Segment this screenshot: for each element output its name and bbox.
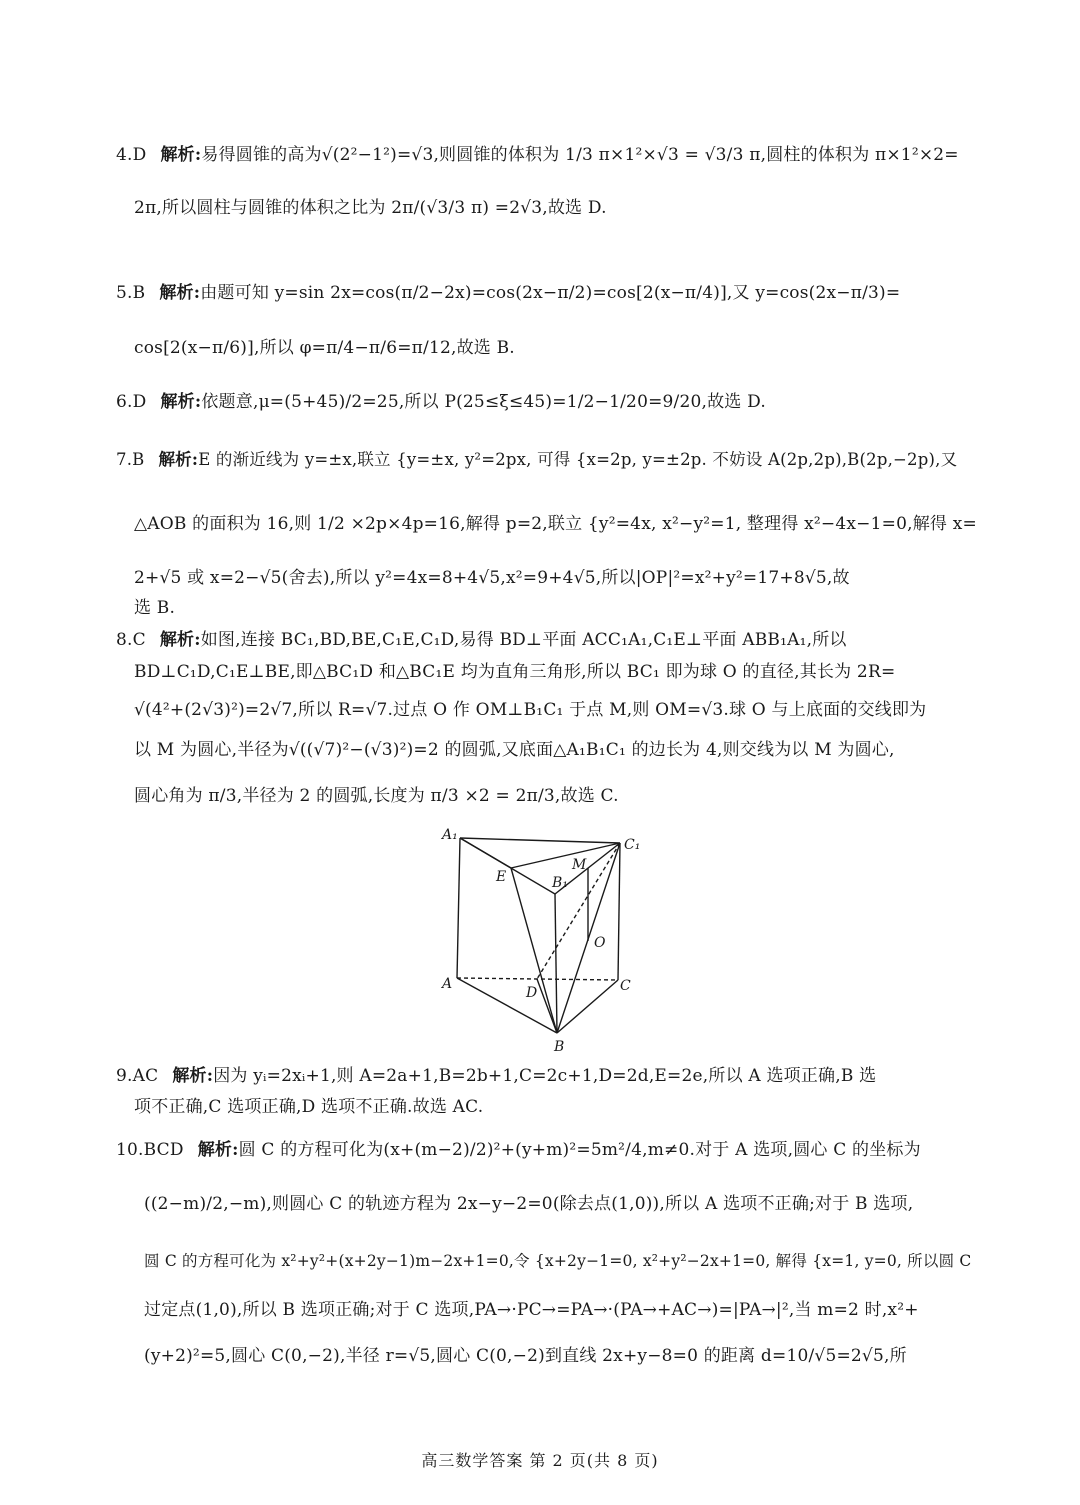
problem-8-line-3: √(4²+(2√3)²)=2√7,所以 R=√7.过点 O 作 OM⊥B₁C₁ 于点 M,则 OM=√3.球 O 与上底面的交线即为	[134, 700, 927, 720]
analysis-text: 圆 C 的方程可化为(x+(m−2)/2)²+(y+m)²=5m²/4,m≠0.对于 A 选项,圆心 C 的坐标为	[238, 1140, 921, 1160]
problem-10-line-5: (y+2)²=5,圆心 C(0,−2),半径 r=√5,圆心 C(0,−2)到直线 2x+y−8=0 的距离 d=10/√5=2√5,所	[144, 1346, 907, 1366]
problem-number: 7.	[116, 450, 133, 469]
problem-answer: D	[132, 392, 147, 412]
analysis-text: 易得圆锥的高为√(2²−1²)=√3,则圆锥的体积为 1/3 π×1²×√3 = √3/3 π,圆柱的体积为 π×1²×2=	[201, 145, 959, 165]
problem-6-line-1	[116, 392, 766, 412]
analysis-label: 解析:	[160, 145, 202, 165]
analysis-text: 如图,连接 BC₁,BD,BE,C₁E,C₁D,易得 BD⊥平面 ACC₁A₁,C₁E⊥平面 ABB₁A₁,所以	[200, 630, 847, 650]
analysis-label: 解析:	[159, 630, 201, 650]
problem-9-line-1	[116, 1066, 876, 1086]
problem-8-line-1	[116, 630, 847, 650]
problem-10-line-2: ((2−m)/2,−m),则圆心 C 的轨迹方程为 2x−y−2=0(除去点(1,0)),所以 A 选项不正确;对于 B 选项,	[144, 1194, 914, 1214]
analysis-label: 解析:	[172, 1066, 214, 1086]
problem-number: 6.	[116, 392, 133, 412]
page-footer: 高三数学答案 第 2 页(共 8 页)	[421, 1451, 659, 1470]
analysis-label: 解析:	[159, 283, 201, 303]
analysis-label: 解析:	[160, 392, 202, 412]
problem-answer: BCD	[143, 1140, 184, 1160]
analysis-text: 依题意,μ=(5+45)/2=25,所以 P(25≤ξ≤45)=1/2−1/20=9/20,故选 D.	[201, 392, 766, 412]
problem-10-line-3: 圆 C 的方程可化为 x²+y²+(x+2y−1)m−2x+1=0,令 {x+2y−1=0, x²+y²−2x+1=0, 解得 {x=1, y=0, 所以圆 C	[144, 1252, 972, 1270]
analysis-label: 解析:	[158, 450, 199, 469]
problem-number: 5.	[116, 283, 133, 303]
analysis-text: 因为 yᵢ=2xᵢ+1,则 A=2a+1,B=2b+1,C=2c+1,D=2d,E=2e,所以 A 选项正确,B 选	[213, 1066, 877, 1086]
analysis-text: E 的渐近线为 y=±x,联立 {y=±x, y²=2px, 可得 {x=2p, y=±2p. 不妨设 A(2p,2p),B(2p,−2p),又	[198, 450, 958, 469]
problem-answer: D	[132, 145, 147, 165]
prism-figure	[430, 825, 670, 1055]
problem-answer: B	[132, 283, 146, 303]
problem-number: 9.	[116, 1066, 133, 1086]
problem-7-line-3: 2+√5 或 x=2−√5(舍去),所以 y²=4x=8+4√5,x²=9+4√5,所以|OP|²=x²+y²=17+8√5,故	[134, 568, 850, 588]
label-C: C	[620, 978, 631, 994]
problem-answer: B	[132, 450, 145, 469]
problem-7-line-4: 选 B.	[134, 598, 176, 618]
label-O: O	[594, 935, 606, 951]
problem-9-line-2: 项不正确,C 选项正确,D 选项不正确.故选 AC.	[134, 1097, 484, 1117]
problem-7-line-2: △AOB 的面积为 16,则 1/2 ×2p×4p=16,解得 p=2,联立 {y²=4x, x²−y²=1, 整理得 x²−4x−1=0,解得 x=	[134, 514, 977, 534]
label-E: E	[496, 869, 507, 885]
problem-number: 8.	[116, 630, 133, 650]
problem-answer: AC	[132, 1066, 159, 1086]
label-M: M	[572, 857, 587, 873]
problem-8-line-4: 以 M 为圆心,半径为√((√7)²−(√3)²)=2 的圆弧,又底面△A₁B₁C₁ 的边长为 4,则交线为以 M 为圆心,	[134, 740, 895, 760]
analysis-label: 解析:	[197, 1140, 239, 1160]
problem-4-line-1	[116, 145, 959, 165]
label-A1: A₁	[442, 827, 458, 843]
label-B1: B₁	[552, 875, 568, 891]
problem-5-line-1	[116, 283, 900, 303]
label-B: B	[554, 1039, 565, 1055]
problem-10-line-4: 过定点(1,0),所以 B 选项正确;对于 C 选项,PA→·PC→=PA→·(PA→+AC→)=|PA→|²,当 m=2 时,x²+	[144, 1300, 919, 1320]
problem-4-line-2: 2π,所以圆柱与圆锥的体积之比为 2π/(√3/3 π) =2√3,故选 D.	[134, 198, 607, 218]
problem-8-line-5: 圆心角为 π/3,半径为 2 的圆弧,长度为 π/3 ×2 = 2π/3,故选 C.	[134, 786, 619, 806]
problem-8-line-2: BD⊥C₁D,C₁E⊥BE,即△BC₁D 和△BC₁E 均为直角三角形,所以 BC₁ 即为球 O 的直径,其长为 2R=	[134, 662, 896, 682]
problem-10-line-1	[116, 1140, 921, 1160]
label-C1: C₁	[624, 837, 641, 853]
label-D: D	[526, 985, 538, 1001]
analysis-text: 由题可知 y=sin 2x=cos(π/2−2x)=cos(2x−π/2)=cos[2(x−π/4)],又 y=cos(2x−π/3)=	[200, 283, 901, 303]
problem-5-line-2: cos[2(x−π/6)],所以 φ=π/4−π/6=π/12,故选 B.	[134, 338, 515, 358]
problem-number: 10.	[116, 1140, 144, 1160]
problem-7-line-1	[116, 450, 957, 470]
problem-number: 4.	[116, 145, 133, 165]
problem-answer: C	[132, 630, 146, 650]
label-A: A	[442, 976, 453, 992]
